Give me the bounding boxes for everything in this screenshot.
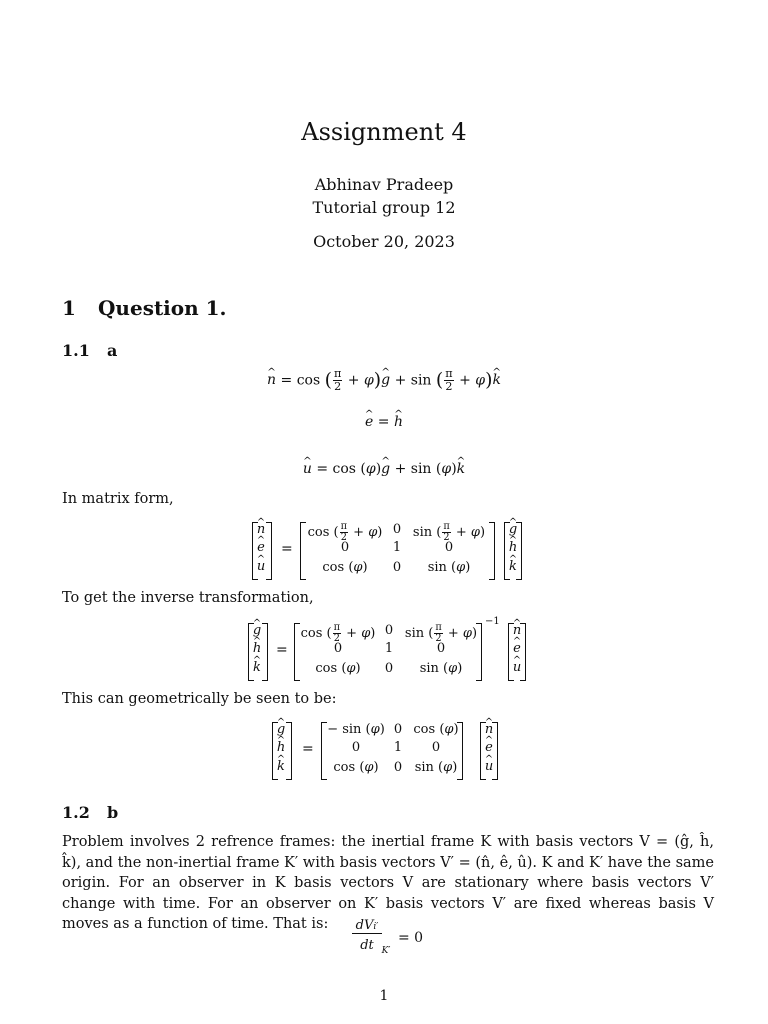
subsection-number: 1.1 (62, 341, 90, 360)
tutorial-group: Tutorial group 12 (312, 198, 456, 217)
section-number: 1 (62, 296, 76, 320)
author-block (0, 173, 768, 219)
subsection-heading-a (62, 341, 117, 360)
text-inverse: To get the inverse transformation, (62, 590, 314, 606)
page-number: 1 (379, 988, 389, 1004)
section-heading (62, 296, 227, 320)
subsection-title: b (107, 803, 119, 822)
subsection-title: a (107, 341, 118, 360)
section-title: Question 1. (98, 296, 227, 320)
subsection-heading-b (62, 803, 118, 822)
paragraph-b: Problem involves 2 refrence frames: the inertial frame K with basis vectors V = (ĝ, ĥ, k̂), and the non-inertial frame K′ with basis vectors V′ = (n̂, ê, û). K and K′ have the same origin. For an observer in K basis vectors V are stationary where basis vectors V′ change with time. For an observer on K′ basis vectors V′ are fixed whereas basis V moves as a function of time. That is: (62, 834, 714, 932)
equation-n-hat: n ^ = cos ( $\frac{\pi}{2}$ + φ)g ^ + sin ( $\frac{\pi}{2}$ + φ)k ^ (0, 368, 768, 393)
subsection-number: 1.2 (62, 803, 90, 822)
document-title: Assignment 4 (301, 118, 467, 146)
text-matrix-form: In matrix form, (62, 491, 174, 507)
document-page: Assignment 4 Abhinav Pradeep Tutorial group 12 October 20, 2023 1 Question 1. 1.1 a n ^ = cos ( $\frac{\pi}{2}$ + φ)g ^ + sin ( $\frac{\pi}{2}$ + φ)k ^ e ^ = h ^ u ^ = cos (φ)g ^ + sin (φ)k ^ In matrix form, n ^ e ^ u ^ = cos ( $\frac{\pi}{2}$ + φ) 0 sin ( $\frac{\pi}{2}$ + φ) 0 1 0 cos (φ) 0 sin (φ) g ^ h ^ k ^ To get the inverse transformation, g ^ h ^ k ^ = cos ( $\frac{\pi}{2}$ + φ) 0 sin ( $\frac{\pi}{2}$ + φ) 0 1 0 cos (φ) 0 sin (φ) −1 n ^ e ^ u ^ This can geometrically be seen to be: g ^ h ^ k ^ = − sin (φ) 0 cos (φ) 0 1 0 cos (φ) 0 sin (φ) n ^ e ^ u ^ 1.2 b Problem involves 2 refrence frames: the inertial frame K with basis vectors V = (ĝ, ĥ, k̂), and the non-inertial frame K′ with basis vectors V′ = (n̂, ê, û). K and K′ have the same origin. For an observer in K basis vectors V are stationary where basis vectors V′ change with time. For an observer on K′ basis vectors V′ are fixed whereas basis V moves as a function of time. That is: dVi′ dt K′ = 0 1 (0, 0, 768, 1024)
author-name: Abhinav Pradeep (314, 175, 454, 194)
equation-e-hat: e ^ = h ^ (0, 414, 768, 430)
document-date: October 20, 2023 (313, 232, 455, 251)
text-geometric: This can geometrically be seen to be: (62, 691, 337, 707)
equation-u-hat: u ^ = cos (φ)g ^ + sin (φ)k ^ (0, 461, 768, 477)
